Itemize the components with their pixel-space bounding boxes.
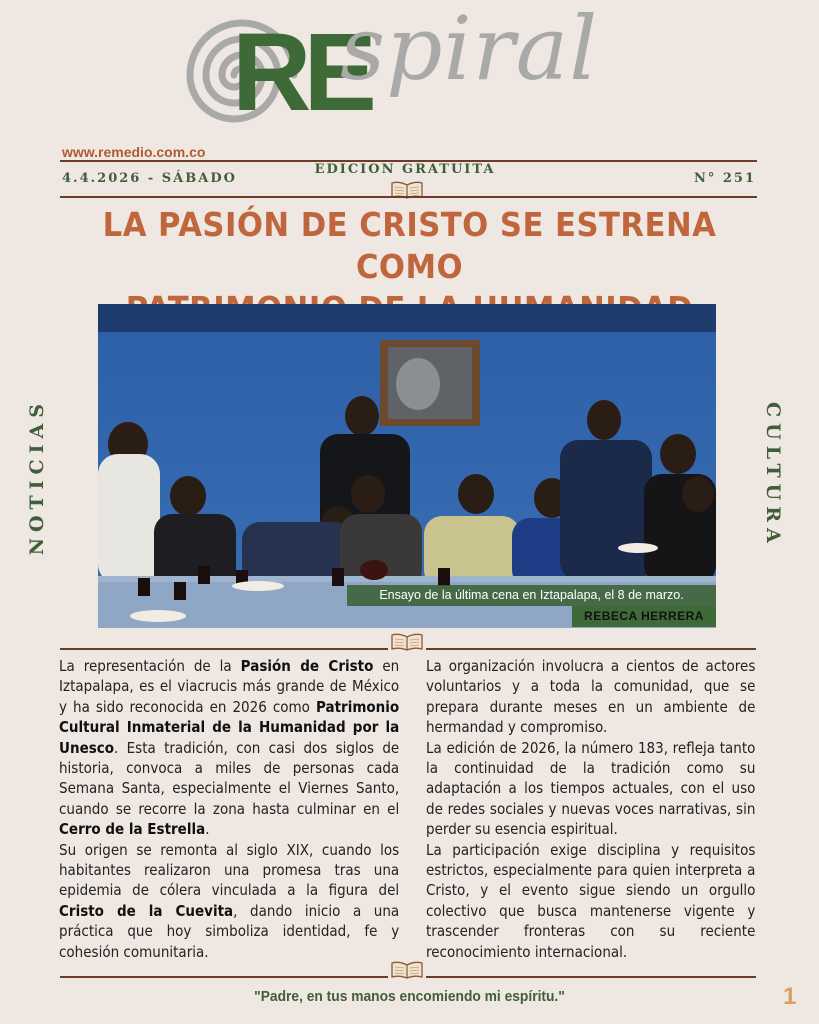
logo-re-text: RE [232,11,369,134]
article-bottom-rule-right [426,976,756,978]
open-book-icon [390,960,424,980]
article-paragraph: La organización involucra a cientos de actores voluntarios y a toda la comunidad, que se prepara durante meses en un ambiente de hermandad y compromiso. [426,657,756,737]
article-top-rule-left [60,648,388,650]
last-supper-photo [98,304,716,628]
issue-number: N° 251 [693,171,756,186]
open-book-icon [390,632,424,652]
site-url-link[interactable]: www.remedio.com.co [62,144,206,160]
edition-label: EDICIÓN GRATUITA [314,162,496,177]
article-top-rule-right [426,648,756,650]
photo-caption: Ensayo de la última cena en Iztapalapa, el 8 de marzo. [347,585,716,606]
article-bottom-rule-left [60,976,388,978]
footer-quote: "Padre, en tus manos encomiendo mi espíritu." [254,988,565,1005]
article-paragraph: La participación exige disciplina y requisitos estrictos, especialmente para quien interpreta a Cristo, y el evento sigue siendo un orgullo colectivo que busca mantenerse vigente y trascender fronteras con su reciente reconocimiento internacional. [426,840,756,961]
photo-credit: REBECA HERRERA [572,606,716,627]
headline-line-1: LA PASIÓN DE CRISTO SE ESTRENA COMO [102,205,717,286]
article-paragraph: La edición de 2026, la número 183, refleja tanto la continuidad de la tradición como su adaptación a los tiempos actuales, con el uso de redes sociales y nuevas voces narrativas, sin perder su esencia espiritual. [426,738,756,839]
article-column-right [426,656,755,962]
issue-date: 4.4.2026 - SÁBADO [62,171,237,186]
article-paragraph: La representación de la Pasión de Cristo en Iztapalapa, es el viacrucis más grande de México y ha sido reconocida en 2026 como Patrimonio Cultural Inmaterial de la Humanidad por la Unesco. Esta tradición, con casi dos siglos de historia, convoca a miles de personas cada Semana Santa, especialmente el Viernes Santo, cuando se recorre la zona hasta culminar en el Cerro de la Estrella. [59,657,400,839]
logo-spiral-text: spiral [340,0,599,100]
section-label-cultura: CULTURA [762,402,784,549]
masthead-bottom-rule [60,196,757,198]
page-number: 1 [783,983,797,1010]
section-label-noticias: NOTICIAS [26,398,48,556]
article-column-left [59,656,399,962]
article-paragraph: Su origen se remonta al siglo XIX, cuando los habitantes realizaron una promesa tras una epidemia de cólera vinculada a la figura del Cristo de la Cuevita, dando inicio a una práctica que hoy simboliza identidad, fe y cohesión comunitaria. [59,840,400,961]
